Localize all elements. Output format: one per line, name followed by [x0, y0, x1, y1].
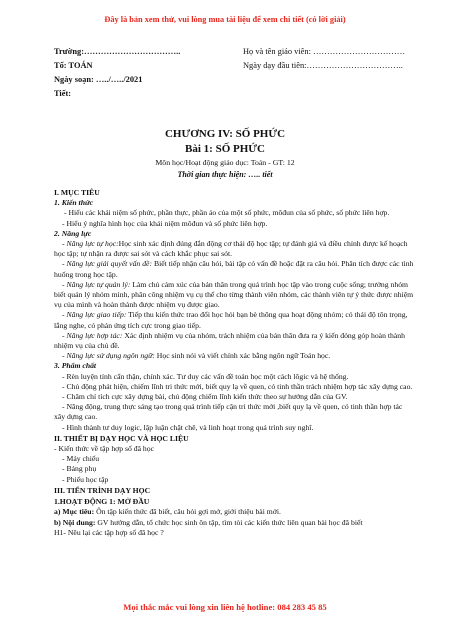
competency-item	[54, 351, 414, 361]
prep-date-field: Ngày soạn: …../…../2021	[54, 75, 143, 84]
competency-item	[54, 331, 414, 351]
competency-label: - Năng lực tự quản lý:	[62, 279, 131, 289]
quality-item: - Chăm chỉ tích cực xây dựng bài, chủ động chiếm lĩnh kiến thức theo sự hướng dẫn của GV.	[62, 392, 348, 402]
equipment-item: - Máy chiếu	[62, 454, 100, 464]
chapter-title: CHƯƠNG IV: SỐ PHỨC	[164, 128, 286, 140]
teacher-field: Họ và tên giáo viên: ……………………………	[243, 47, 406, 56]
quality-item: - Hình thành tư duy logic, lập luận chặt chẽ, và linh hoạt trong quá trình suy nghĩ.	[62, 422, 314, 432]
competency-item	[54, 259, 414, 279]
subsection-qualities: 3. Phẩm chất	[54, 361, 97, 371]
equipment-item: - Phiếu học tập	[62, 474, 109, 484]
competency-text: Xác định nhiệm vụ của nhóm, trách nhiệm của bản thân đưa ra ý kiến đóng góp hoàn thành nhiệm vụ của chủ đề.	[54, 330, 405, 351]
competency-label: - Năng lực giao tiếp:	[62, 310, 127, 320]
goal-label: a) Mục tiêu:	[54, 507, 95, 517]
content-label: b) Nội dung:	[54, 517, 96, 527]
equipment-item: - Kiến thức về tập hợp số đã học	[54, 444, 155, 454]
quality-item: - Chủ động phát hiện, chiếm lĩnh tri thức mới, biết quy lạ về quen, có tinh thần trách nhiệm hợp tác xây dựng cao.	[62, 381, 413, 391]
competency-text: Biết tiếp nhận câu hỏi, bài tập có vấn đề hoặc đặt ra câu hỏi. Phân tích được các tình huống trong học tập.	[54, 259, 414, 279]
duration-line: Thời gian thực hiện: ….. tiết	[177, 170, 273, 179]
question-h1: H1- Nêu lại các tập hợp số đã học ?	[54, 527, 164, 537]
competency-text: Học sinh xác định đúng đắn động cơ thái độ học tập; tự đánh giá và điều chỉnh được kế hoạch học tập; tự nhận ra được sai sót và cách khắc phục sai sót.	[54, 239, 408, 259]
activity-heading: 1.HOẠT ĐỘNG 1: MỞ ĐẦU	[54, 497, 150, 507]
lesson-title: Bài 1: SỐ PHỨC	[185, 143, 265, 155]
competency-text: Học sinh nói và viết chính xác bằng ngôn ngữ Toán học.	[154, 351, 331, 361]
period-field: Tiết:	[54, 89, 72, 98]
knowledge-item: - Hiểu ý nghĩa hình học của khái niệm môđun và số phức liên hợp.	[62, 218, 268, 228]
quality-item: - Năng động, trung thực sáng tạo trong quá trình tiếp cận tri thức mới ,biết quy lạ về quen, có tinh thần hợp tác xây dựng cao.	[54, 402, 403, 422]
competency-text: Tiếp thu kiến thức trao đổi học hỏi bạn bè thông qua hoạt động nhóm; có thái độ tôn trọng, lắng nghe, có phản ứng tích cực trong giao tiếp.	[54, 310, 408, 330]
content-text: GV hướng dẫn, tổ chức học sinh ôn tập, tìm tòi các kiến thức liên quan bài học đã biết	[95, 517, 363, 527]
group-field: Tổ: TOÁN	[54, 61, 93, 70]
competency-text: Làm chủ cảm xúc của bản thân trong quá trình học tập vào trong cuộc sống; trưởng nhóm biết quản lý nhóm mình, phân công nhiệm vụ cụ thể cho từng thành viên nhóm, các thành viên tự ý thức được nhiệm vụ của mình và hoàn thành được nhiệm vụ được giao.	[54, 279, 414, 310]
equipment-item: - Bảng phụ	[62, 464, 97, 474]
subject-line: Môn học/Hoạt động giáo dục: Toán - GT: 12	[155, 158, 295, 167]
section-objectives: I. MỤC TIÊU	[54, 188, 100, 197]
document-body	[54, 187, 414, 538]
competency-item	[54, 280, 414, 311]
school-field: Trường:……………………………..	[54, 47, 181, 56]
section-process: III. TIẾN TRÌNH DẠY HỌC	[54, 485, 151, 495]
knowledge-item: - Hiểu các khái niệm số phức, phần thực, phần ảo của một số phức, môđun của số phức, số phức liên hợp.	[64, 208, 390, 218]
competency-label: - Năng lực hợp tác:	[62, 330, 123, 340]
subsection-competency: 2. Năng lực	[54, 228, 92, 238]
competency-label: - Năng lực giải quyết vấn đề:	[62, 259, 153, 269]
competency-item	[54, 310, 414, 330]
goal-text: Ôn tập kiến thức đã biết, câu hỏi gợi mở, giới thiệu bài mới.	[94, 507, 281, 517]
preview-banner: Đây là bản xem thử, vui lòng mua tài liệu để xem chi tiết (có lời giải)	[104, 15, 346, 24]
competency-label: - Năng lực sử dụng ngôn ngữ:	[62, 351, 155, 361]
competency-item	[54, 239, 414, 259]
teach-date-field: Ngày dạy đầu tiên:……………………………..	[243, 61, 403, 70]
section-equipment: II. THIẾT BỊ DẠY HỌC VÀ HỌC LIỆU	[54, 433, 189, 443]
competency-label: - Năng lực tự học:	[62, 239, 119, 249]
hotline-footer: Mọi thắc mắc vui lòng xin liên hệ hotline: 084 283 45 85	[123, 602, 327, 612]
activity-content	[54, 518, 414, 528]
activity-goal	[54, 507, 414, 517]
quality-item: - Rèn luyện tính cẩn thận, chính xác. Tư duy các vấn đề toán học một cách lôgic và hệ thống.	[62, 371, 349, 381]
subsection-knowledge: 1. Kiến thức	[54, 198, 93, 208]
